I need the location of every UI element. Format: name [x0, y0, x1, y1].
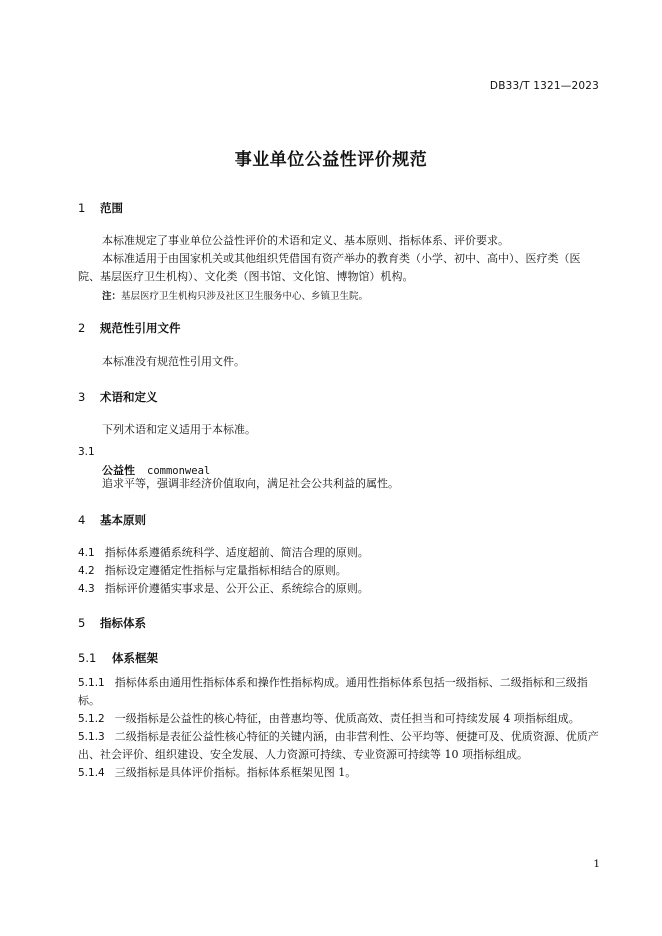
page-title: 事业单位公益性评价规范: [234, 150, 428, 170]
principle-clause: [78, 580, 600, 598]
scope-note: [102, 288, 368, 302]
clause-number: 4.2: [78, 565, 95, 577]
section-title: 术语和定义: [100, 390, 158, 404]
section-number: 5.1: [78, 651, 97, 665]
section-number: 4: [78, 513, 86, 527]
section-5-1-heading: [78, 650, 158, 666]
section-number: 1: [78, 201, 86, 215]
section-number: 2: [78, 321, 86, 335]
term-definition: 追求平等，强调非经济价值取向，满足社会公共利益的属性。: [102, 477, 399, 490]
clause-text: 二级指标是表征公益性核心特征的关键内涵，由非营利性、公平均等、便捷可及、优质资源、优质产出、社会评价、组织建设、安全发展、人力资源可持续、专业资源可持续等 10 项指标组成。: [78, 730, 599, 761]
scope-paragraph-1: 本标准规定了事业单位公益性评价的术语和定义、基本原则、指标体系、评价要求。: [102, 234, 509, 247]
clause-number: 4.3: [78, 583, 95, 595]
clause-number: 5.1.1: [78, 677, 105, 689]
references-paragraph: 本标准没有规范性引用文件。: [102, 355, 245, 368]
note-text: 基层医疗卫生机构只涉及社区卫生服务中心、乡镇卫生院。: [121, 291, 369, 302]
section-5-heading: [78, 615, 146, 631]
term-english: commonweal: [147, 465, 211, 477]
note-tag: 注：: [102, 291, 122, 302]
section-4-heading: [78, 512, 146, 528]
principle-clause: [78, 544, 600, 562]
section-title: 基本原则: [100, 513, 147, 527]
section-2-heading: [78, 320, 181, 336]
clause-number: 5.1.4: [78, 767, 105, 779]
clause-text: 三级指标是具体评价指标。指标体系框架见图 1。: [114, 766, 357, 779]
clause-text: 指标体系由通用性指标体系和操作性指标构成。通用性指标体系包括一级指标、二级指标和三级指标。: [78, 676, 588, 707]
term-number: 3.1: [78, 446, 95, 458]
clause-text: 指标设定遵循定性指标与定量指标相结合的原则。: [104, 564, 347, 577]
clause-text: 指标评价遵循实事求是、公开公正、系统综合的原则。: [104, 582, 369, 595]
framework-clause: [78, 710, 600, 728]
standard-code: DB33/T 1321—2023: [489, 80, 599, 92]
principle-clause: [78, 562, 600, 580]
clause-number: 4.1: [78, 547, 95, 559]
section-number: 5: [78, 616, 86, 630]
section-title: 范围: [100, 201, 124, 215]
page-number: 1: [593, 858, 600, 870]
clause-text: 指标体系遵循系统科学、适度超前、简洁合理的原则。: [104, 546, 369, 559]
section-number: 3: [78, 390, 86, 404]
section-1-heading: [78, 200, 123, 216]
section-title: 规范性引用文件: [100, 321, 181, 335]
term-chinese: 公益性: [102, 464, 135, 477]
section-title: 体系框架: [112, 651, 159, 665]
clause-text: 一级指标是公益性的核心特征，由普惠均等、优质高效、责任担当和可持续发展 4 项指标组成。: [114, 712, 580, 725]
terms-intro: 下列术语和定义适用于本标准。: [102, 423, 256, 436]
clause-number: 5.1.3: [78, 731, 105, 743]
clause-number: 5.1.2: [78, 713, 105, 725]
section-title: 指标体系: [100, 616, 147, 630]
section-3-heading: [78, 389, 158, 405]
framework-clause: [78, 728, 600, 764]
scope-paragraph-2: 本标准适用于由国家机关或其他组织凭借国有资产举办的教育类（小学、初中、高中）、医疗类（医院、基层医疗卫生机构）、文化类（图书馆、文化馆、博物馆）机构。: [78, 252, 581, 283]
framework-clause: [78, 674, 600, 710]
framework-clause: [78, 764, 600, 782]
